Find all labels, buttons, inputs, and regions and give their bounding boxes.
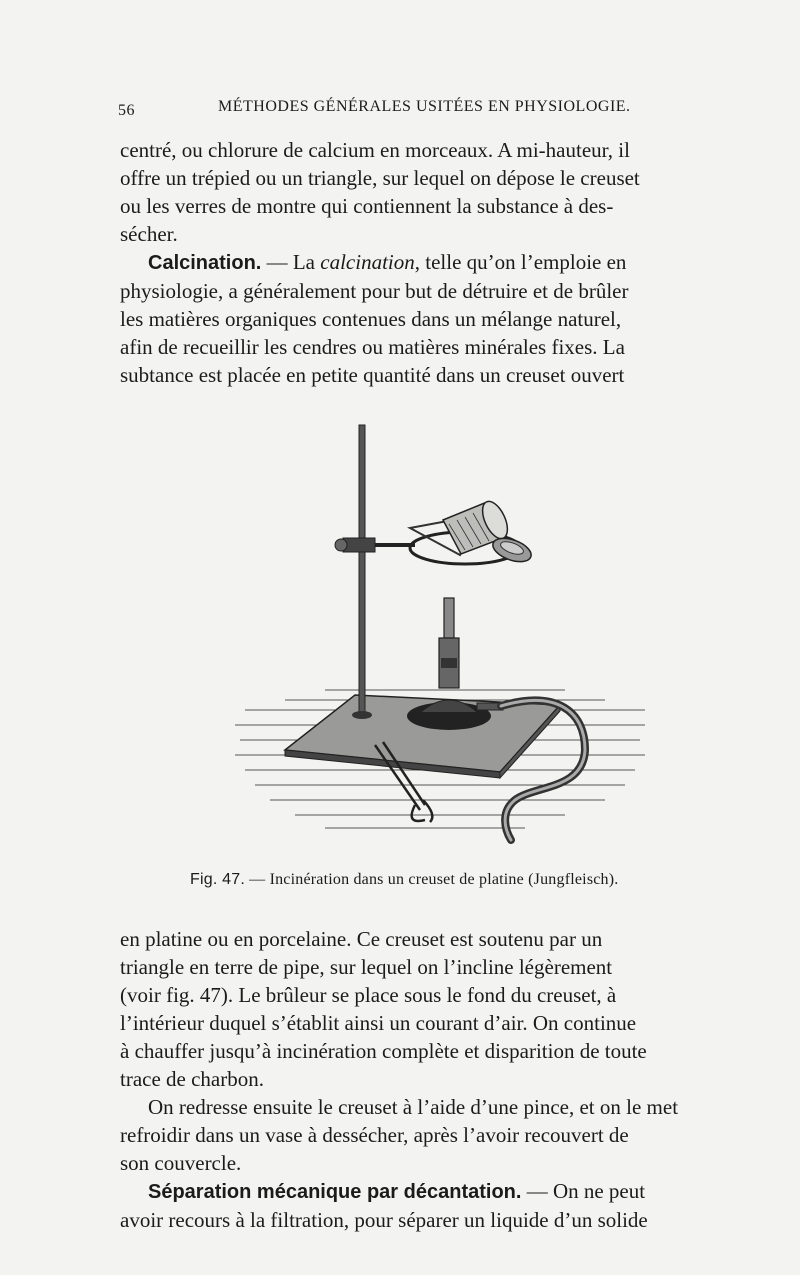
figure-caption-text: — Incinération dans un creuset de platine (Jungfleisch). [244,871,619,888]
calcination-italic: calcination [320,250,415,274]
text-line: trace de charbon. [120,1067,264,1091]
text-line: (voir fig. 47). Le brûleur se place sous le fond du creuset, à [120,983,617,1007]
text-line: à chauffer jusqu’à incinération complète et disparition de toute [120,1039,647,1063]
figure-caption [190,871,710,889]
text-line: en platine ou en porcelaine. Ce creuset est soutenu par un [120,927,603,951]
text-line: On redresse ensuite le creuset à l’aide d’une pince, et on le met [148,1095,679,1119]
text-line: subtance est placée en petite quantité dans un creuset ouvert [120,363,625,387]
text-line: avoir recours à la filtration, pour séparer un liquide d’un solide [120,1208,648,1232]
text-line: l’intérieur duquel s’établit ainsi un courant d’air. On continue [120,1011,637,1035]
calcination-dash: — La [261,250,321,274]
text-line: son couvercle. [120,1151,242,1175]
page-number: 56 [118,102,135,119]
separation-first-line [120,1177,768,1206]
calcination-first-line [120,248,768,277]
stand-rod [352,425,372,719]
text-line: physiologie, a généralement pour but de détruire et de brûler [120,279,629,303]
text-line: sécher. [120,222,178,246]
bunsen-burner [407,598,503,730]
text-line: les matières organiques contenues dans un mélange naturel, [120,307,622,331]
page-header [118,98,678,124]
text-line: centré, ou chlorure de calcium en morceaux. A mi-hauteur, il [120,138,630,162]
text-line: triangle en terre de pipe, sur lequel on l’incline légèrement [120,955,613,979]
separation-rest: — On ne peut [521,1179,646,1203]
top-text-block [120,136,768,389]
text-line: offre un trépied ou un triangle, sur lequel on dépose le creuset [120,166,640,190]
separation-heading: Séparation mécanique par décantation. [148,1181,522,1203]
text-line: afin de recueillir les cendres ou matières minérales fixes. La [120,335,625,359]
figure-47-illustration [225,420,655,850]
text-line: refroidir dans un vase à dessécher, après l’avoir recouvert de [120,1123,629,1147]
calcination-rest: , telle qu’on l’emploie en [414,250,627,274]
running-title: MÉTHODES GÉNÉRALES USITÉES EN PHYSIOLOGIE. [218,98,631,115]
bottom-text-block [120,925,768,1234]
stand-clamp [335,538,415,552]
calcination-heading: Calcination. [148,252,262,274]
figure-label: Fig. 47. [190,871,245,888]
text-line: ou les verres de montre qui contiennent la substance à des- [120,194,614,218]
